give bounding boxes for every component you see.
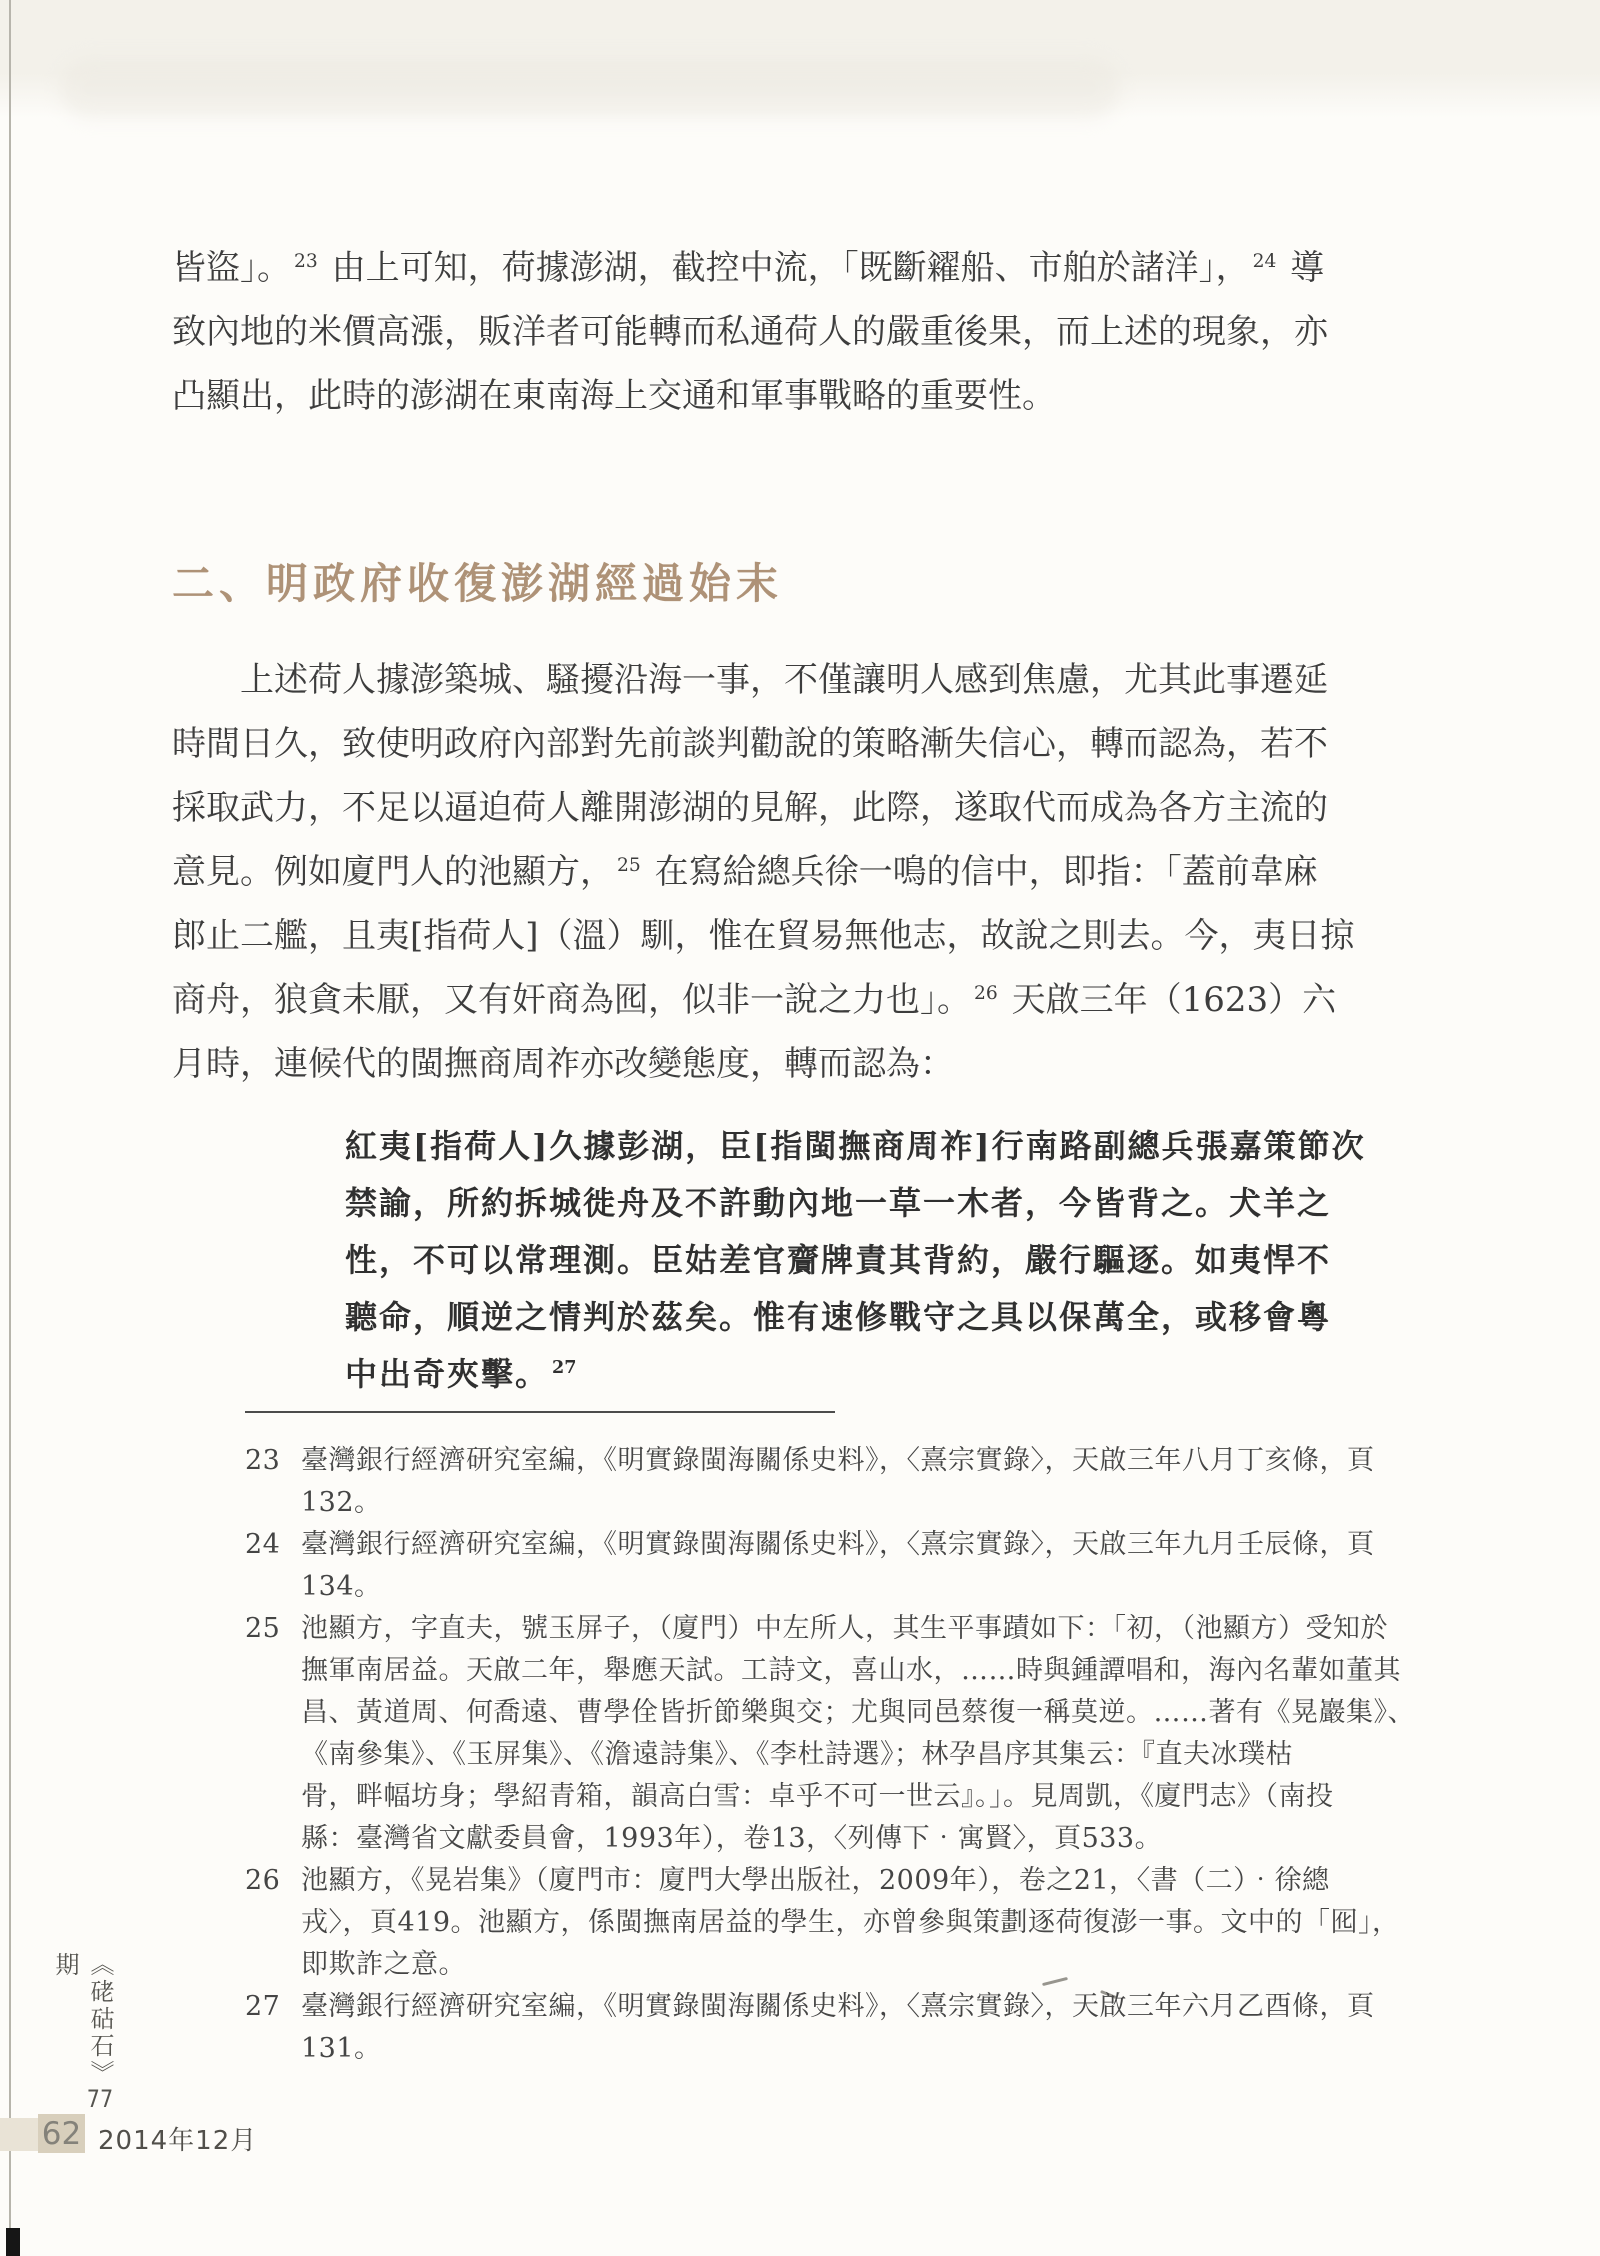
text-line: 臺灣銀行經濟研究室編，《明實錄閩海關係史料》，〈熹宗實錄〉，天啟三年六月乙酉條，頁 xyxy=(301,1991,1375,2022)
footnote-number: 26 xyxy=(245,1865,281,1896)
text-line: 皆盜」。 $^{23}$ 由上可知，荷據澎湖，截控中流，「既斷糴船、市舶於諸洋」， $^{24}$ 導 xyxy=(172,248,1325,288)
text-line: 臺灣銀行經濟研究室編，《明實錄閩海關係史料》，〈熹宗實錄〉，天啟三年九月壬辰條，頁 xyxy=(301,1529,1375,1560)
text-line: 撫軍南居益。天啟二年，舉應天試。工詩文，喜山水，……時與鍾譚唱和，海內名輩如董其 xyxy=(301,1655,1401,1686)
text-line: 聽命，順逆之情判於茲矣。惟有速修戰守之具以保萬全，或移會粵 xyxy=(345,1298,1332,1336)
text-line: 紅夷[指荷人]久據彭湖，臣[指閩撫商周祚]行南路副總兵張嘉策節次 xyxy=(345,1127,1366,1165)
footnote-ref: 24 xyxy=(1252,250,1277,272)
footnote-text xyxy=(301,1608,1473,1860)
footnote-number: 23 xyxy=(245,1445,281,1476)
text-line: 昌、黃道周、何喬遠、曹學佺皆折節樂與交；尤與同邑蔡復一稱莫逆。……著有《晃巖集》、 xyxy=(301,1697,1415,1728)
footnote-item xyxy=(245,1524,1473,1608)
text-line: 《南參集》、《玉屏集》、《澹遠詩集》、《李杜詩選》；林孕昌序其集云：『直夫冰璞枯 xyxy=(301,1739,1293,1770)
text-line: 凸顯出，此時的澎湖在東南海上交通和軍事戰略的重要性。 xyxy=(172,376,1056,416)
page-number-badge xyxy=(38,2114,85,2153)
footnotes-section xyxy=(245,1440,1473,2070)
page-number-accent-bar xyxy=(0,2118,38,2151)
footnote-number: 24 xyxy=(245,1529,281,1560)
journal-title-vertical xyxy=(48,1952,118,2127)
page-number: 62 xyxy=(41,2115,82,2152)
text-line: 池顯方，《晃岩集》（廈門市：廈門大學出版社，2009年），卷之21，〈書（二）‧徐總 xyxy=(301,1865,1330,1896)
text-line: 意見。例如廈門人的池顯方， $^{25}$ 在寫給總兵徐一鳴的信中，即指：「蓋前韋麻 xyxy=(172,852,1318,892)
text-line: 時間日久，致使明政府內部對先前談判勸說的策略漸失信心，轉而認為，若不 xyxy=(172,724,1328,764)
text-line: 池顯方，字直夫，號玉屏子，（廈門）中左所人，其生平事蹟如下：「初，（池顯方）受知於 xyxy=(301,1613,1388,1644)
article-body xyxy=(172,236,1464,1403)
text-line: 採取武力，不足以逼迫荷人離開澎湖的見解，此際，遂取代而成為各方主流的 xyxy=(172,788,1328,828)
footnote-number: 27 xyxy=(245,1991,281,2022)
text-line: 臺灣銀行經濟研究室編，《明實錄閩海關係史料》，〈熹宗實錄〉，天啟三年八月丁亥條，頁 xyxy=(301,1445,1375,1476)
footnote-item xyxy=(245,1440,1473,1524)
text-line: 即欺詐之意。 xyxy=(301,1949,466,1980)
issue-number: 77 xyxy=(86,2087,114,2111)
footnote-number: 25 xyxy=(245,1613,281,1644)
text-line: 致內地的米價高漲，販洋者可能轉而私通荷人的嚴重後果，而上述的現象，亦 xyxy=(172,312,1328,352)
issue-label: 期 xyxy=(51,1952,79,1979)
paragraph xyxy=(172,648,1464,1096)
text-line: 134。 xyxy=(301,1571,382,1602)
text-line: 月時，連候代的閩撫商周祚亦改變態度，轉而認為： xyxy=(172,1044,954,1084)
scan-edge-line xyxy=(9,0,11,2256)
section-heading: 二、明政府收復澎湖經過始末 xyxy=(172,559,784,608)
text-line: 縣：臺灣省文獻委員會，1993年），卷13，〈列傳下‧寓賢〉，頁533。 xyxy=(301,1823,1163,1854)
text-line: 郎止二艦，且夷[指荷人]（溫）馴，惟在貿易無他志，故說之則去。今，夷日掠 xyxy=(172,916,1355,956)
text-line: 骨，畔幅坊身；學紹青箱，韻高白雪：卓乎不可一世云』。」。見周凱，《廈門志》（南投 xyxy=(301,1781,1334,1812)
scan-smudge-artifact xyxy=(60,58,1120,118)
text-line: 中出奇夾擊。 $^{27}$ xyxy=(345,1346,1464,1403)
journal-title: 《硓𥑮石》 xyxy=(86,1952,114,2087)
scan-corner-mark xyxy=(6,2228,20,2256)
footnote-ref: 26 xyxy=(974,982,998,1004)
footnote-ref: 23 xyxy=(294,250,318,272)
issue-date: 2014年12月 xyxy=(98,2126,258,2156)
footnote-text xyxy=(301,1440,1473,1524)
text-line: 132。 xyxy=(301,1487,382,1518)
footnote-item xyxy=(245,1608,1473,1860)
text-line: 131。 xyxy=(301,2033,382,2064)
footnote-item xyxy=(245,1860,1473,1986)
footnote-separator-rule xyxy=(245,1411,835,1413)
footnote-text xyxy=(301,1524,1473,1608)
footnote-text xyxy=(301,1986,1473,2070)
text-line: 性，不可以常理測。臣姑差官齎牌責其背約，嚴行驅逐。如夷悍不 xyxy=(345,1241,1332,1279)
text-line: 商舟，狼貪未厭，又有奸商為囮，似非一說之力也」。 $^{26}$ 天啟三年（1623）六 xyxy=(172,980,1337,1020)
footnote-ref: 25 xyxy=(617,854,641,876)
text-line: 戎〉，頁419。池顯方，係閩撫南居益的學生，亦曾參與策劃逐荷復澎一事。文中的「囮」， xyxy=(301,1907,1400,1938)
block-quote xyxy=(345,1118,1464,1403)
text-line: 禁諭，所約拆城徙舟及不許動內地一草一木者，今皆背之。犬羊之 xyxy=(345,1184,1332,1222)
footnote-item xyxy=(245,1986,1473,2070)
paragraph-continued xyxy=(172,236,1464,428)
footnote-text xyxy=(301,1860,1473,1986)
footnote-ref: 27 xyxy=(552,1357,577,1379)
text-line: 上述荷人據澎築城、騷擾沿海一事，不僅讓明人感到焦慮，尤其此事遷延 xyxy=(240,660,1328,700)
